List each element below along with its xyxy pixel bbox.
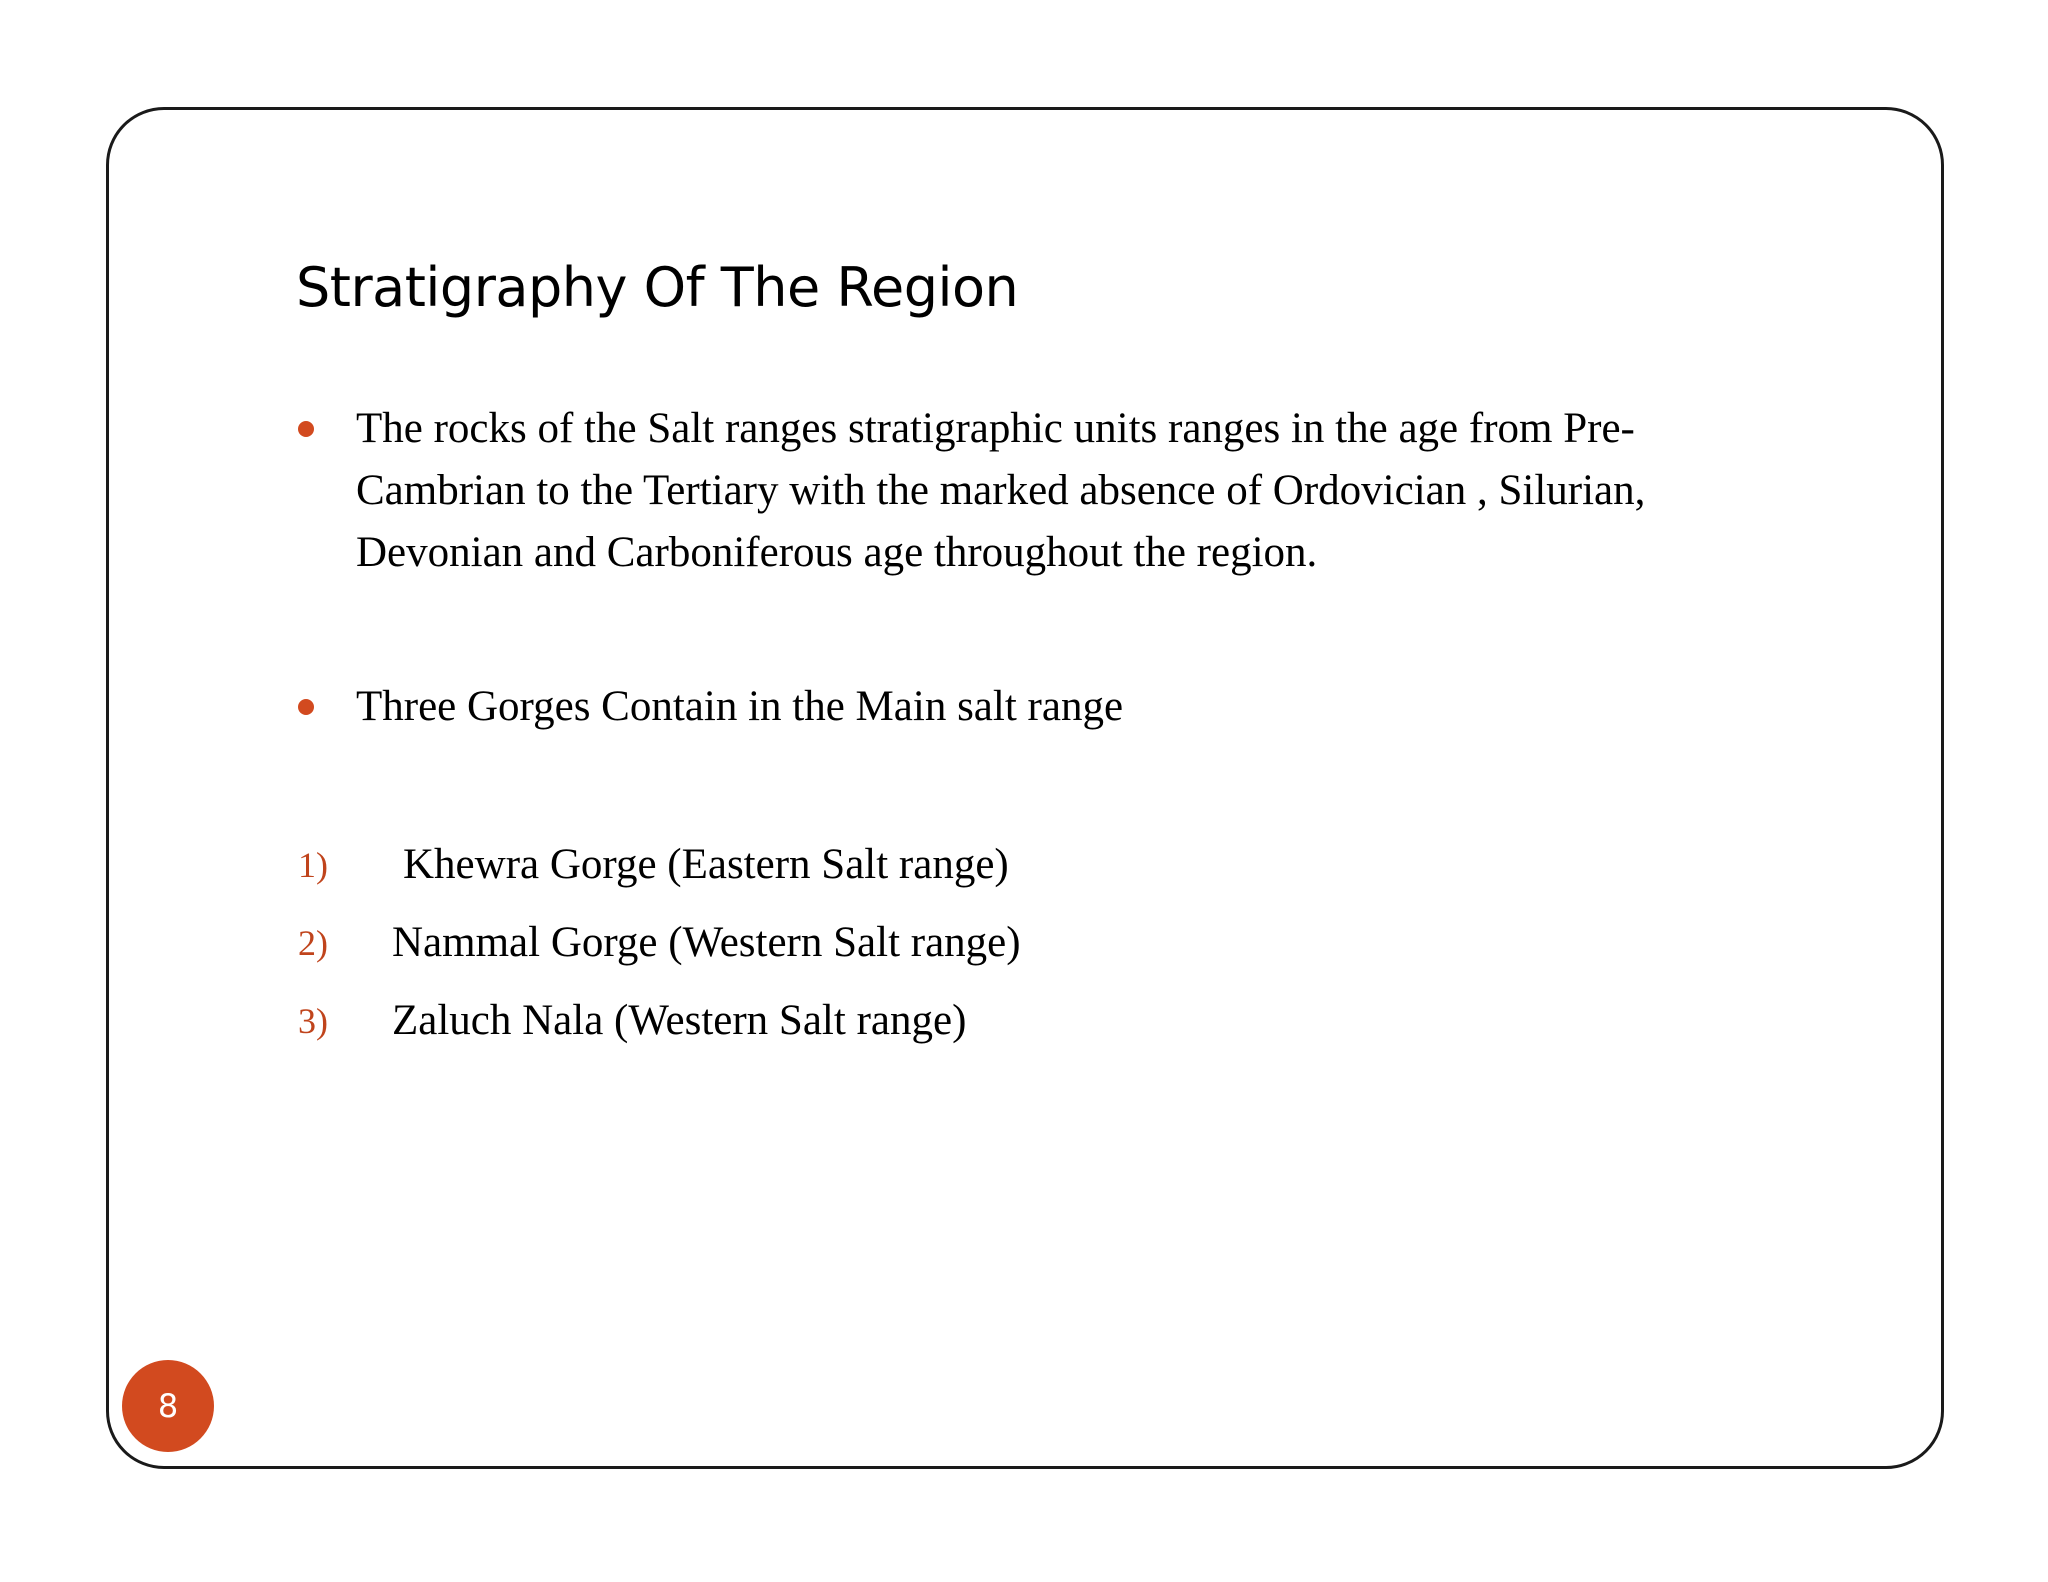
- slide-title: Stratigraphy Of The Region: [296, 256, 1019, 319]
- item-text: Zaluch Nala (Western Salt range): [392, 997, 967, 1044]
- bullet-text: Three Gorges Contain in the Main salt range: [356, 683, 1124, 730]
- bullet-text: [356, 398, 1645, 584]
- page-number-badge: 8: [122, 1360, 214, 1452]
- item-text: Khewra Gorge (Eastern Salt range): [403, 841, 1009, 888]
- bullet-line-1: The rocks of the Salt ranges stratigraphic units ranges in the age from Pre-: [356, 405, 1635, 452]
- item-text: Nammal Gorge (Western Salt range): [392, 919, 1021, 966]
- bullet-line-2: Cambrian to the Tertiary with the marked absence of Ordovician , Silurian,: [356, 467, 1646, 514]
- bullet-dot-icon: [298, 699, 314, 715]
- item-number: 1): [298, 845, 328, 885]
- bullet-dot-icon: [298, 421, 314, 437]
- bullet-line-3: Devonian and Carboniferous age throughout the region.: [356, 529, 1318, 576]
- item-number: 2): [298, 923, 328, 963]
- item-number: 3): [298, 1001, 328, 1041]
